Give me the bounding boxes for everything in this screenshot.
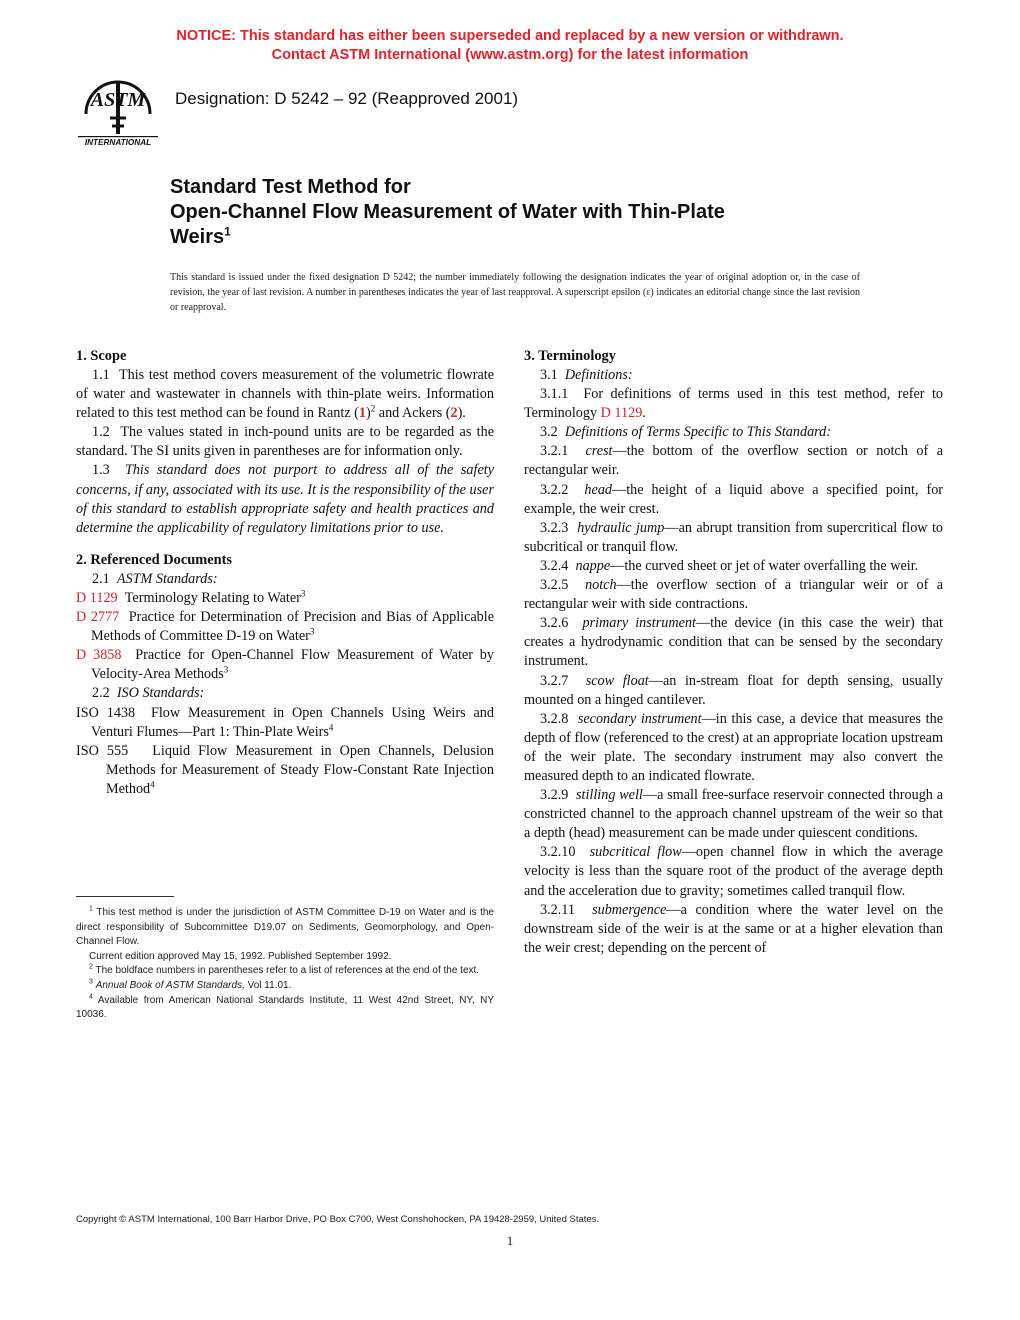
- ref-code-link[interactable]: D 2777: [76, 609, 120, 626]
- title-line-3: [170, 225, 870, 250]
- term-definition: 3.2.3 hydraulic jump—an abrupt transition from supercritical flow to subcritical or tranquil flow.: [524, 519, 944, 555]
- copyright: Copyright © ASTM International, 100 Barr Harbor Drive, PO Box C700, West Conshohocken, PA 19428-2959, United States.: [76, 1214, 600, 1225]
- left-column: [76, 347, 494, 799]
- iso-item: ISO 555 Liquid Flow Measurement in Open Channels, Delusion Methods for Measurement of Steady Flow-Constant Rate Injection Method$^4$: [76, 742, 494, 797]
- refdoc-item: D 2777 Practice for Determination of Precision and Bias of Applicable Methods of Committee D-19 on Water$^3$: [76, 609, 495, 645]
- page-number: 1: [506, 1233, 514, 1248]
- designation: Designation: D 5242 – 92 (Reapproved 2001): [175, 89, 519, 108]
- term-definition: 3.2.11 submergence—a condition where the water level on the downstream side of the weir is at the same or at a higher elevation than the weir crest; depending on the percent of: [524, 901, 943, 956]
- document-title: [170, 175, 870, 250]
- refdocs-heading: 2. Referenced Documents: [76, 551, 232, 568]
- term-definition: 3.2.4 nappe—the curved sheet or jet of water overfalling the weir.: [540, 557, 919, 574]
- refdocs-2-2: 2.2 ISO Standards:: [92, 685, 205, 702]
- term-definition: 3.2.10 subcritical flow—open channel flow in which the average velocity is less than the square root of the product of the average depth and the acceleration due to gravity; sometimes called tranquil flow.: [524, 844, 944, 899]
- term-definition: 3.2.5 notch—the overflow section of a triangular weir or of a rectangular weir with side contractions.: [524, 577, 943, 613]
- terminology-heading: 3. Terminology: [524, 348, 616, 364]
- logo-international: INTERNATIONAL: [84, 138, 152, 147]
- notice-line-2: Contact ASTM International (www.astm.org) for the latest information: [271, 47, 749, 63]
- term-definition: 3.2.7 scow float—an in-stream float for depth sensing, usually mounted on a hinged cantilever.: [524, 672, 944, 708]
- refdoc-item: D 3858 Practice for Open-Channel Flow Measurement of Water by Velocity-Area Methods$^3$: [76, 647, 494, 683]
- title-line-2: Open-Channel Flow Measurement of Water with Thin-Plate: [170, 201, 725, 223]
- refdocs-2-1: 2.1 ASTM Standards:: [92, 570, 218, 587]
- scope-1-2: 1.2 The values stated in inch-pound units are to be regarded as the standard. The SI units given in parentheses are for information only.: [76, 424, 494, 460]
- term-3-1-1: 3.1.1 For definitions of terms used in this test method, refer to Terminology D 1129.: [524, 386, 944, 422]
- footnote-divider: [76, 896, 174, 897]
- title-line-1: Standard Test Method for: [170, 176, 411, 198]
- ref-link-2[interactable]: 2: [450, 405, 458, 422]
- scope-1-1: 1.1 This test method covers measurement of the volumetric flowrate of water and wastewater in channels with thin-plate weirs. Information related to this test method can be found in Rantz $(1)^2$ and Ackers (2).: [76, 367, 494, 422]
- footnote-4: $^4$ Available from American National Standards Institute, 11 West 42nd Street, NY, NY 10036.: [76, 993, 494, 1021]
- title-line-3-text: Weirs: [170, 226, 225, 248]
- scope-heading: 1. Scope: [76, 348, 127, 364]
- term-definition: 3.2.1 crest—the bottom of the overflow section or notch of a rectangular weir.: [524, 443, 943, 479]
- astm-logo: [76, 74, 160, 148]
- notice-banner: [0, 27, 1020, 65]
- ref-code-link[interactable]: D 3858: [76, 647, 122, 664]
- ref-link-1[interactable]: 1: [358, 405, 366, 422]
- title-footnote-mark: 1: [224, 224, 231, 239]
- right-column: [524, 347, 943, 958]
- astm-logo-icon: [76, 74, 160, 148]
- notice-line-1: NOTICE: This standard has either been superseded and replaced by a new version or withdrawn.: [176, 28, 844, 44]
- term-definition: 3.2.6 primary instrument—the device (in this case the weir) that creates a hydrodynamic condition that can be sensed by the secondary instrument.: [524, 615, 943, 670]
- ref-code-link[interactable]: D 1129: [76, 589, 118, 606]
- term-3-2: 3.2 Definitions of Terms Specific to This Standard:: [540, 424, 831, 441]
- logo-letters: ASTM: [90, 89, 146, 111]
- refdoc-item: D 1129 Terminology Relating to Water$^3$: [76, 588, 306, 606]
- term-definition: 3.2.2 head—the height of a liquid above a specified point, for example, the weir crest.: [524, 481, 944, 517]
- term-3-1: 3.1 Definitions:: [540, 367, 633, 383]
- ref-code-link[interactable]: D 1129: [600, 405, 643, 422]
- footnote-1b: Current edition approved May 15, 1992. Published September 1992.: [89, 950, 392, 962]
- footnote-2: $^2$ The boldface numbers in parentheses refer to a list of references at the end of the text.: [89, 964, 480, 977]
- term-definition: 3.2.9 stilling well—a small free-surface reservoir connected through a constricted channel to the approach channel upstream of the weir so that a depth (head) measurement can be made under quiescent conditions.: [524, 787, 944, 842]
- scope-1-3: 1.3 This standard does not purport to address all of the safety concerns, if any, associated with its use. It is the responsibility of the user of this standard to establish appropriate safety and health practices and determine the applicability of regulatory limitations prior to use.: [76, 462, 494, 536]
- footnote-3: $^3$ Annual Book of ASTM Standards, Vol 11.01.: [89, 978, 292, 991]
- footnotes: [76, 906, 494, 1023]
- term-definition: 3.2.8 secondary instrument—in this case, a device that measures the depth of flow (referenced to the crest) at an appropriate location upstream of the weir plate. The secondary instrument may also convert the measured depth to an indicated flowrate.: [524, 710, 943, 784]
- issued-note: This standard is issued under the fixed designation D 5242; the number immediately following the designation indicates the year of original adoption or, in the case of revision, the year of last revision. A number in parentheses indicates the year of last reapproval. A superscript epsilon (ε) indicates an editorial change since the last revision or reapproval.: [170, 272, 860, 313]
- footnote-1: $^1$ This test method is under the jurisdiction of ASTM Committee D-19 on Water and is the direct responsibility of Subcommittee D19.07 on Sediments, Geomorphology, and Open-Channel Flow.: [76, 905, 494, 948]
- iso-item: ISO 1438 Flow Measurement in Open Channels Using Weirs and Venturi Flumes—Part 1: Thin-Plate Weirs$^4$: [76, 704, 494, 740]
